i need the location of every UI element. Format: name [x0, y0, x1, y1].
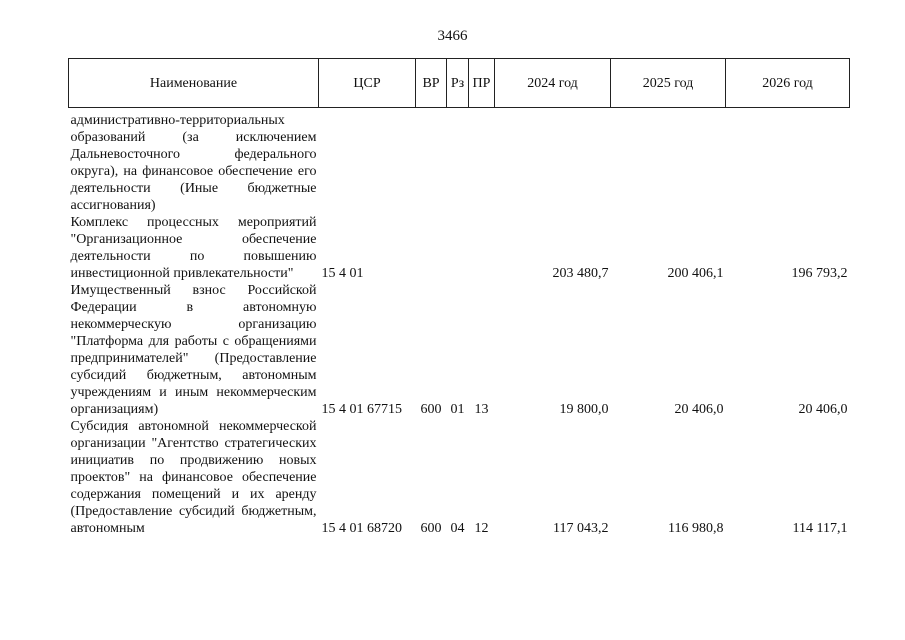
row-name: Имущественный взнос Российской Федерации в автономную некоммерческую организацию "Платформа для работы с обращениями предпринимателей" (Предоставление субсидий бюджетным, автономным учреждениям и иным некоммерческим организациям) — [70, 283, 317, 417]
row-name: Субсидия автономной некоммерческой организации "Агентство стратегических инициатив по продвижению новых проектов" на финансовое обеспечение содержания помещений и их аренду (Предоставление субсидий бюджетным, автономным — [70, 419, 317, 536]
row-2026: 114 117,1 — [792, 521, 848, 536]
header-vr: ВР — [416, 59, 447, 108]
row-2026 — [726, 108, 850, 215]
table-row — [69, 108, 850, 215]
header-rz: Рз — [447, 59, 469, 108]
row-2026: 196 793,2 — [791, 266, 848, 281]
row-csr — [319, 108, 416, 215]
table-header-row — [69, 59, 850, 108]
row-pr: 13 — [474, 402, 489, 417]
table-row — [69, 418, 850, 537]
row-2025: 20 406,0 — [674, 402, 724, 417]
row-2024: 19 800,0 — [559, 402, 609, 417]
header-pr: ПР — [469, 59, 495, 108]
row-csr: 15 4 01 68720 — [321, 521, 402, 536]
row-name: административно-территориальных образований (за исключением Дальневосточного федерального округа), на финансовое обеспечение его деятельности (Иные бюджетные ассигнования) — [70, 113, 317, 213]
row-2026: 20 406,0 — [798, 402, 848, 417]
row-vr: 600 — [420, 521, 442, 536]
row-rz — [447, 108, 469, 215]
row-vr: 600 — [420, 402, 442, 417]
header-2024: 2024 год — [495, 59, 611, 108]
row-rz: 01 — [450, 402, 465, 417]
row-csr: 15 4 01 — [321, 266, 364, 281]
header-name: Наименование — [69, 59, 319, 108]
row-pr — [469, 108, 495, 215]
row-2025: 116 980,8 — [668, 521, 724, 536]
row-vr — [416, 108, 447, 215]
row-csr: 15 4 01 67715 — [321, 402, 402, 417]
row-pr — [469, 214, 495, 282]
row-rz — [447, 214, 469, 282]
header-csr: ЦСР — [319, 59, 416, 108]
header-2026: 2026 год — [726, 59, 850, 108]
row-vr — [416, 214, 447, 282]
row-pr: 12 — [474, 521, 489, 536]
header-2025: 2025 год — [611, 59, 726, 108]
table-row — [69, 282, 850, 418]
budget-table — [68, 58, 850, 537]
row-2024 — [495, 108, 611, 215]
row-rz: 04 — [450, 521, 465, 536]
row-2025: 200 406,1 — [667, 266, 724, 281]
row-2024: 203 480,7 — [552, 266, 609, 281]
row-2025 — [611, 108, 726, 215]
row-name: Комплекс процессных мероприятий "Организационное обеспечение деятельности по повышению инвестиционной привлекательности" — [70, 215, 317, 281]
row-2024: 117 043,2 — [553, 521, 609, 536]
page-number: 3466 — [437, 28, 468, 44]
table-row — [69, 214, 850, 282]
